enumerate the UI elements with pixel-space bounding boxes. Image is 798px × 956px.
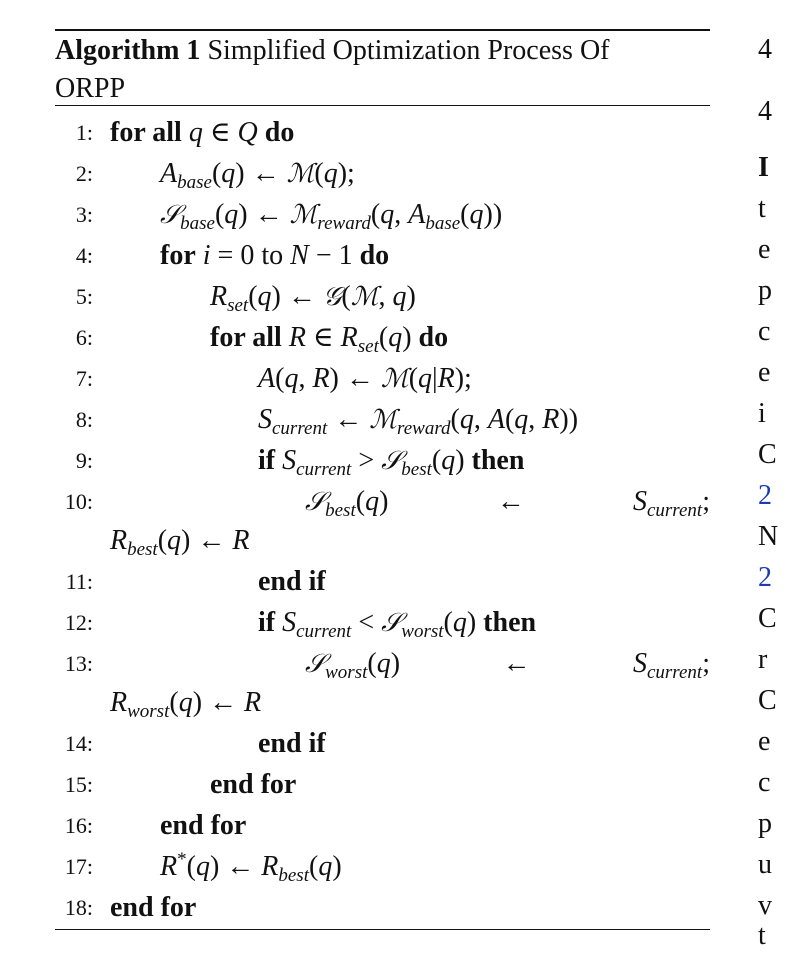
- line-number: 15:: [64, 772, 93, 797]
- clipped-glyph: C: [758, 603, 777, 634]
- clipped-glyph: e: [758, 357, 771, 388]
- keyword-end-for: end for: [160, 810, 247, 841]
- line-number: 13:: [64, 651, 93, 676]
- algo-line-17: 17: R*(q) ← $R_{best}(q)$: [55, 846, 710, 887]
- clipped-glyph: C: [758, 685, 777, 716]
- clipped-glyph: e: [758, 726, 771, 757]
- keyword-if: if: [258, 607, 276, 638]
- caption-rule: [55, 105, 710, 106]
- algo-line-16: [55, 805, 710, 846]
- algo-line-8: 8: $S_{current}$ ← ℳ$_{reward}$(q, A(q, R)): [55, 399, 710, 440]
- algo-line-13-cont: $R_{worst}(q)$ ← R: [110, 687, 262, 722]
- clipped-glyph: u: [758, 849, 772, 880]
- clipped-glyph: 4: [758, 34, 772, 65]
- clipped-glyph: p: [758, 275, 772, 306]
- line-number: 4:: [75, 243, 93, 268]
- keyword-do: do: [359, 240, 390, 271]
- line-number: 1:: [75, 120, 93, 145]
- algorithm-caption: [55, 32, 710, 108]
- clipped-link-glyph: 2: [758, 562, 772, 593]
- line-number: 6:: [75, 325, 93, 350]
- algo-line-1: 1: for all q ∈ Q do: [55, 112, 710, 153]
- keyword-then: then: [471, 445, 525, 476]
- clipped-glyph: I: [758, 152, 769, 183]
- line-number: 18:: [64, 895, 93, 920]
- line-number: 7:: [75, 366, 93, 391]
- algo-line-2: 2: $A_{base}(q)$ ← ℳ(q);: [55, 153, 710, 194]
- clipped-glyph: N: [758, 521, 779, 552]
- line-number: 16:: [64, 813, 93, 838]
- algo-line-4: 4: for i = 0 to N − 1 do: [55, 235, 710, 276]
- keyword-end-if: end if: [258, 728, 326, 759]
- algo-line-9: 9: if $S_{current}$ > 𝒮$_{best}$(q) then: [55, 440, 710, 481]
- line-number: 2:: [75, 161, 93, 186]
- line-number: 8:: [75, 407, 93, 432]
- keyword-if: if: [258, 445, 276, 476]
- line-number: 5:: [75, 284, 93, 309]
- algo-line-7: 7: A(q, R) ← ℳ(q|R);: [55, 358, 710, 399]
- clipped-glyph: t: [758, 920, 766, 951]
- algo-line-10: 10: 𝒮$_{best}$(q) ← $S_{current}$;: [55, 481, 710, 522]
- line-number: 3:: [75, 202, 93, 227]
- clipped-glyph: t: [758, 193, 766, 224]
- keyword-then: then: [483, 607, 537, 638]
- top-rule: [55, 29, 710, 31]
- clipped-glyph: p: [758, 808, 772, 839]
- algo-line-15: [55, 764, 710, 805]
- algorithm-title-cont: ORPP: [55, 73, 126, 104]
- algo-line-11: [55, 561, 710, 602]
- clipped-glyph: c: [758, 767, 771, 798]
- keyword-end-for: end for: [210, 769, 297, 800]
- clipped-glyph: i: [758, 398, 766, 429]
- clipped-glyph: e: [758, 234, 771, 265]
- clipped-glyph: 4: [758, 96, 772, 127]
- keyword-do: do: [418, 322, 449, 353]
- line-number: 12:: [64, 610, 93, 635]
- clipped-glyph: c: [758, 316, 771, 347]
- keyword-for-all: for all: [210, 322, 282, 353]
- algo-line-6: 6: for all R ∈ $R_{set}(q)$ do: [55, 317, 710, 358]
- algo-line-18: [55, 887, 710, 928]
- algo-line-3: 3: 𝒮$_{base}$(q) ← ℳ$_{reward}$(q, $A_{base}(q)$): [55, 194, 710, 235]
- bottom-rule: [55, 929, 710, 930]
- keyword-for-all: for all: [110, 117, 182, 148]
- algorithm-title: Simplified Optimization Process Of: [207, 35, 610, 66]
- algo-line-12: 12: if $S_{current}$ < 𝒮$_{worst}$(q) then: [55, 602, 710, 643]
- clipped-glyph: v: [758, 890, 772, 921]
- algo-line-13: 13: 𝒮$_{worst}$(q) ← $S_{current}$;: [55, 643, 710, 684]
- line-number: 17:: [64, 854, 93, 879]
- line-number: 14:: [64, 731, 93, 756]
- line-number: 10:: [64, 489, 93, 514]
- to-word: to: [261, 240, 284, 271]
- algo-line-10-cont: $R_{best}(q)$ ← R: [110, 525, 250, 560]
- keyword-end-if: end if: [258, 566, 326, 597]
- clipped-glyph: r: [758, 644, 768, 675]
- keyword-end-for: end for: [110, 892, 197, 923]
- line-number: 11:: [65, 569, 93, 594]
- clipped-glyph: C: [758, 439, 777, 470]
- keyword-for: for: [160, 240, 196, 271]
- algorithm-label: Algorithm 1: [55, 35, 201, 66]
- line-number: 9:: [75, 448, 93, 473]
- algo-line-5: 5: $R_{set}(q)$ ← 𝒢(ℳ, q): [55, 276, 710, 317]
- algo-line-14: [55, 723, 710, 764]
- clipped-link-glyph: 2: [758, 480, 772, 511]
- keyword-do: do: [264, 117, 295, 148]
